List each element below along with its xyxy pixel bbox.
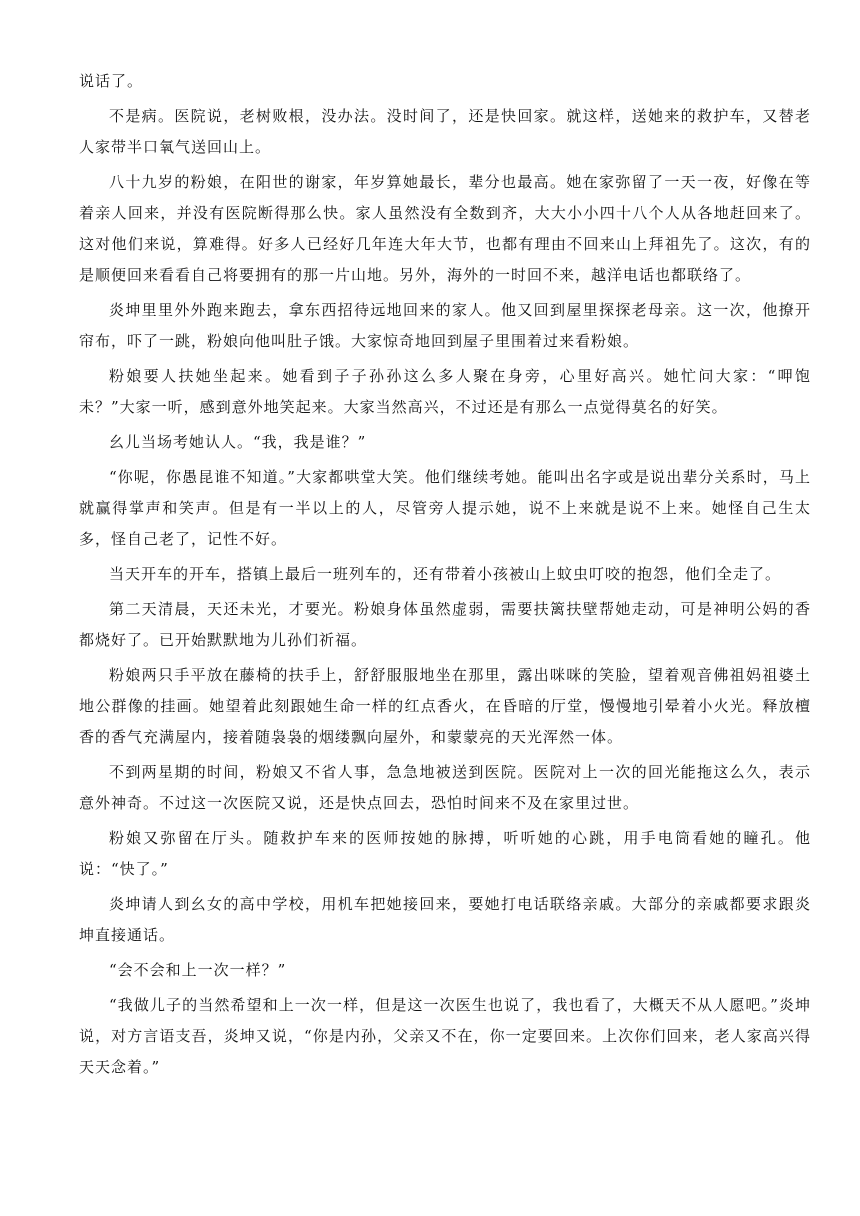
paragraph: “我做儿子的当然希望和上一次一样，但是这一次医生也说了，我也看了，大概天不从人愿吧。”炎坤说，对方言语支吾，炎坤又说，“你是内孙，父亲又不在，你一定要回来。上次你们回来，老人家高兴得天天念着。” [79,996,811,1076]
paragraph: “你呢，你愚昆谁不知道。”大家都哄堂大笑。他们继续考她。能叫出名字或是说出辈分关系时，马上就赢得掌声和笑声。但是有一半以上的人，尽管旁人提示她，说不上来就是说不上来。她怪自己生太多，怪自己老了，记性不好。 [79,468,811,548]
paragraph: 幺儿当场考她认人。“我，我是谁？” [109,433,367,451]
paragraph: 说话了。 [79,72,144,90]
paragraph: 当天开车的开车，搭镇上最后一班列车的，还有带着小孩被山上蚊虫叮咬的抱怨，他们全走了。 [109,565,782,583]
paragraph: “会不会和上一次一样？” [109,961,287,979]
paragraph: 粉娘又弥留在厅头。随救护车来的医师按她的脉搏，听听她的心跳，用手电筒看她的瞳孔。他说：“快了。” [79,829,811,878]
paragraph: 八十九岁的粉娘，在阳世的谢家，年岁算她最长，辈分也最高。她在家弥留了一天一夜，好像在等着亲人回来，并没有医院断得那么快。家人虽然没有全数到齐，大大小小四十八个人从各地赶回来了。这对他们来说，算难得。好多人已经好几年连大年大节，也都有理由不回来山上拜祖先了。这次，有的是顺便回来看看自己将要拥有的那一片山地。另外，海外的一时回不来，越洋电话也都联络了。 [79,173,811,284]
paragraph: 炎坤请人到幺女的高中学校，用机车把她接回来，要她打电话联络亲戚。大部分的亲戚都要求跟炎坤直接通话。 [79,895,811,944]
paragraph: 不是病。医院说，老树败根，没办法。没时间了，还是快回家。就这样，送她来的救护车，又替老人家带半口氧气送回山上。 [79,107,811,156]
paragraph: 炎坤里里外外跑来跑去，拿东西招待远地回来的家人。他又回到屋里探探老母亲。这一次，他撩开帘布，吓了一跳，粉娘向他叫肚子饿。大家惊奇地回到屋子里围着过来看粉娘。 [79,301,811,350]
paragraph: 不到两星期的时间，粉娘又不省人事，急急地被送到医院。医院对上一次的回光能拖这么久，表示意外神奇。不过这一次医院又说，还是快点回去，恐怕时间来不及在家里过世。 [79,763,811,812]
paragraph: 第二天清晨，天还未光，才要光。粉娘身体虽然虚弱，需要扶篱扶壁帮她走动，可是神明公妈的香都烧好了。已开始默默地为儿孙们祈福。 [79,600,811,649]
paragraph: 粉娘两只手平放在藤椅的扶手上，舒舒服服地坐在那里，露出咪咪的笑脸，望着观音佛祖妈祖婆土地公群像的挂画。她望着此刻跟她生命一样的红点香火，在昏暗的厅堂，慢慢地引晕着小火光。释放檀香的香气充满屋内，接着随袅袅的烟缕飘向屋外，和蒙蒙亮的天光浑然一体。 [79,666,811,746]
paragraph: 粉娘要人扶她坐起来。她看到子子孙孙这么多人聚在身旁，心里好高兴。她忙问大家：“呷饱未？”大家一听，感到意外地笑起来。大家当然高兴，不过还是有那么一点觉得莫名的好笑。 [79,367,811,416]
document-page [79,66,811,1087]
